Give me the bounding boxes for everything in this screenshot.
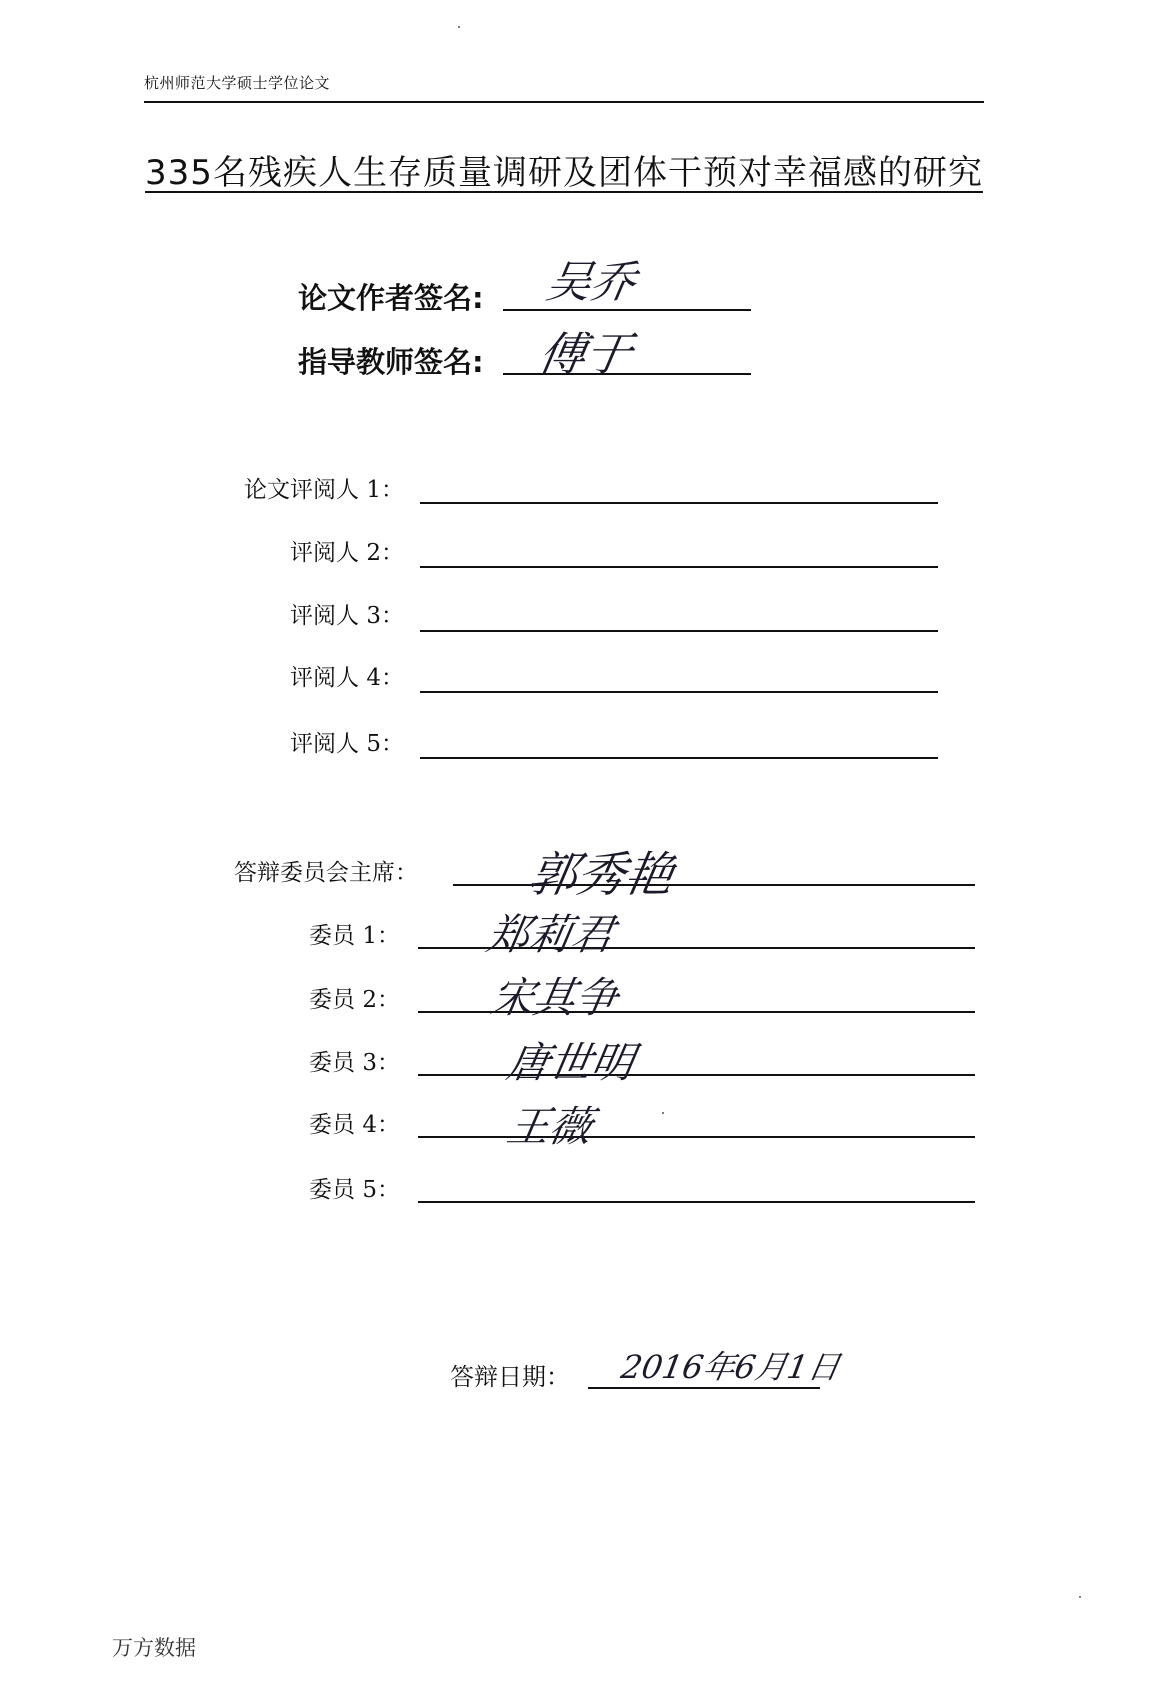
reviewer-4-label: 评阅人 4： <box>290 665 404 691</box>
committee-member-3-line <box>418 1074 975 1076</box>
defense-date-value: 2016年6月1日 <box>618 1348 844 1386</box>
reviewer-3-label: 评阅人 3： <box>290 603 404 629</box>
committee-member-4-signature: 王薇 <box>503 1102 596 1151</box>
author-signature: 吴乔 <box>542 257 640 308</box>
reviewer-5-line <box>420 757 938 759</box>
committee-member-2-signature: 宋其争 <box>487 973 622 1022</box>
committee-member-4-line <box>418 1136 975 1138</box>
running-header: 杭州师范大学硕士学位论文 <box>144 74 331 92</box>
reviewer-2-line <box>420 566 938 568</box>
reviewer-4-line <box>420 691 938 693</box>
committee-member-3-label: 委员 3： <box>309 1050 400 1076</box>
thesis-title: 335名残疾人生存质量调研及团体干预对幸福感的研究 <box>145 153 983 193</box>
committee-member-5-label: 委员 5： <box>309 1177 400 1203</box>
scan-speck <box>1079 1596 1081 1598</box>
committee-member-1-signature: 郑莉君 <box>483 910 618 959</box>
author-signature-label: 论文作者签名: <box>298 281 484 315</box>
committee-member-4-label: 委员 4： <box>309 1112 400 1138</box>
reviewer-1-label: 论文评阅人 1： <box>244 477 404 503</box>
committee-member-3-signature: 唐世明 <box>503 1038 638 1087</box>
defense-date-label: 答辩日期： <box>450 1363 570 1391</box>
committee-member-5-line <box>418 1201 975 1203</box>
reviewer-3-line <box>420 630 938 632</box>
committee-chair-label: 答辩委员会主席： <box>234 860 418 886</box>
scan-speck <box>662 1112 664 1114</box>
footer-watermark: 万方数据 <box>112 1636 196 1660</box>
reviewer-1-line <box>420 502 938 504</box>
committee-member-2-label: 委员 2： <box>309 987 400 1013</box>
scan-speck <box>458 26 460 28</box>
reviewer-5-label: 评阅人 5： <box>290 731 404 757</box>
advisor-signature-label: 指导教师签名: <box>298 345 484 379</box>
committee-chair-signature: 郭秀艳 <box>524 847 679 903</box>
advisor-signature: 傅于 <box>534 327 637 381</box>
reviewer-2-label: 评阅人 2： <box>290 540 404 566</box>
header-rule <box>144 101 984 103</box>
committee-member-1-label: 委员 1： <box>309 923 400 949</box>
